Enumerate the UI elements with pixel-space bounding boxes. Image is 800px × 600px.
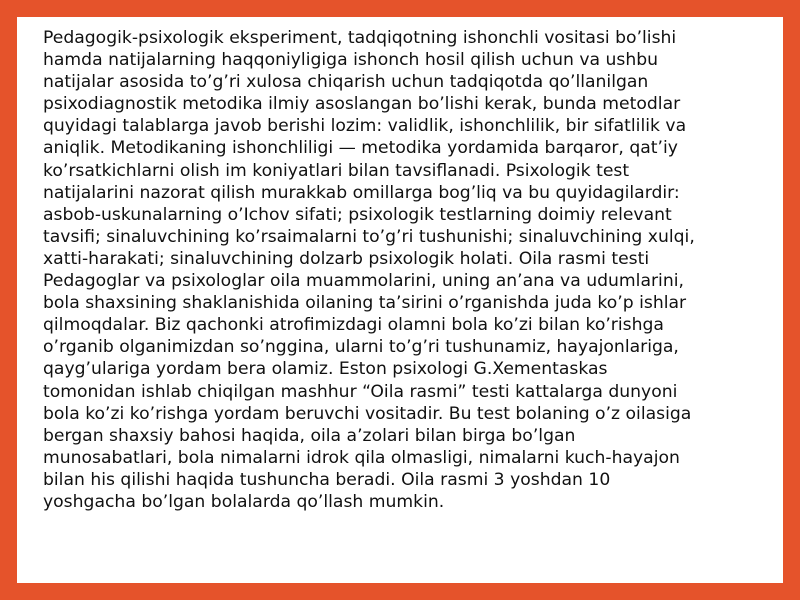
document-page	[17, 17, 783, 583]
body-paragraph: Pedagogik-psixologik eksperiment, tadqiqotning ishonchli vositasi bo’lishi hamda natijalarning haqqoniyligiga ishonch hosil qilish uchun va ushbu natijalar asosida to’g’ri xulosa chiqarish uchun tadqiqotda qo’llanilgan psixodiagnostik metodika ilmiy asoslangan bo’lishi kerak, bunda metodlar quyidagi talablarga javob berishi lozim: validlik, ishonchlilik, bir sifatlilik va aniqlik. Metodikaning ishonchliligi — metodika yordamida barqaror, qat’iy ko’rsatkichlarni olish im koniyatlari bilan tavsiflanadi. Psixologik test natijalarini nazorat qilish murakkab omillarga bog’liq va bu quyidagilardir: asbob-uskunalarning o’Ichov sifati; psixologik testlarning doimiy relevant tavsifi; sinaluvchining ko’rsaimalarni to’g’ri tushunishi; sinaluvchining xulqi, xatti-harakati; sinaluvchining dolzarb psixologik holati. Oila rasmi testi Pedagoglar va psixologlar oila muammolarini, uning an’ana va udumlarini, bola shaxsining shaklanishida oilaning ta’sirini o’rganishda juda ko’p ishlar qilmoqdalar. Biz qachonki atrofimizdagi olamni bola ko’zi bilan ko’rishga o’rganib olganimizdan so’nggina, ularni to’g’ri tushunamiz, hayajonlariga, qayg’ulariga yordam bera olamiz. Eston psixologi G.Xementaskas tomonidan ishlab chiqilgan mashhur “Oila rasmi” testi kattalarga dunyoni bola ko’zi ko’rishga yordam beruvchi vositadir. Bu test bolaning o’z oilasiga bergan shaxsiy bahosi haqida, oila a’zolari bilan birga bo’lgan munosabatlari, bola nimalarni idrok qila olmasligi, nimalarni kuch-hayajon bilan his qilishi haqida tushuncha beradi. Oila rasmi 3 yoshdan 10 yoshgacha bo’lgan bolalarda qo’llash mumkin.	[43, 28, 695, 512]
